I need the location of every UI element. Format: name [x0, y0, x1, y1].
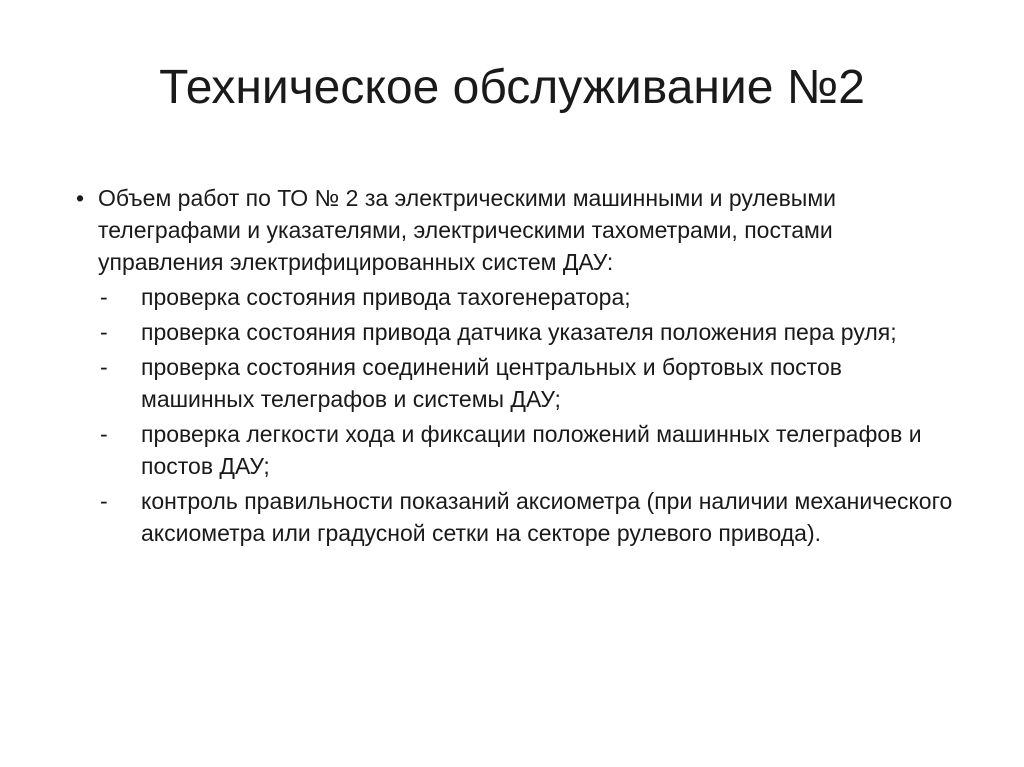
- dash-marker: -: [100, 284, 108, 310]
- main-bullet-text: Объем работ по ТО № 2 за электрическими машинными и рулевыми телеграфами и указателями, электрическими тахометрами, постами управления электрифицированных систем ДАУ:: [98, 185, 836, 275]
- slide-title: Техническое обслуживание №2: [159, 61, 865, 114]
- sub-item-text: проверка состояния соединений центральных и бортовых постов машинных телеграфов и системы ДАУ;: [141, 354, 842, 412]
- sub-item-text: проверка легкости хода и фиксации положений машинных телеграфов и постов ДАУ;: [141, 421, 922, 479]
- main-bullet: [76, 182, 976, 278]
- bullet-marker: •: [76, 185, 85, 211]
- sub-item-list: [76, 281, 976, 549]
- sub-item-text: контроль правильности показаний аксиометра (при наличии механического аксиометра или градусной сетки на секторе рулевого привода).: [141, 488, 953, 546]
- sub-item: [76, 281, 976, 313]
- sub-item: [76, 418, 976, 482]
- dash-marker: -: [100, 488, 108, 514]
- dash-marker: -: [100, 421, 108, 447]
- sub-item: [76, 316, 976, 348]
- content-area: [76, 182, 976, 549]
- dash-marker: -: [100, 319, 108, 345]
- sub-item: [76, 351, 976, 415]
- sub-item: [76, 485, 976, 549]
- dash-marker: -: [100, 354, 108, 380]
- sub-item-text: проверка состояния привода тахогенератора;: [141, 284, 631, 310]
- sub-item-text: проверка состояния привода датчика указателя положения пера руля;: [141, 319, 897, 345]
